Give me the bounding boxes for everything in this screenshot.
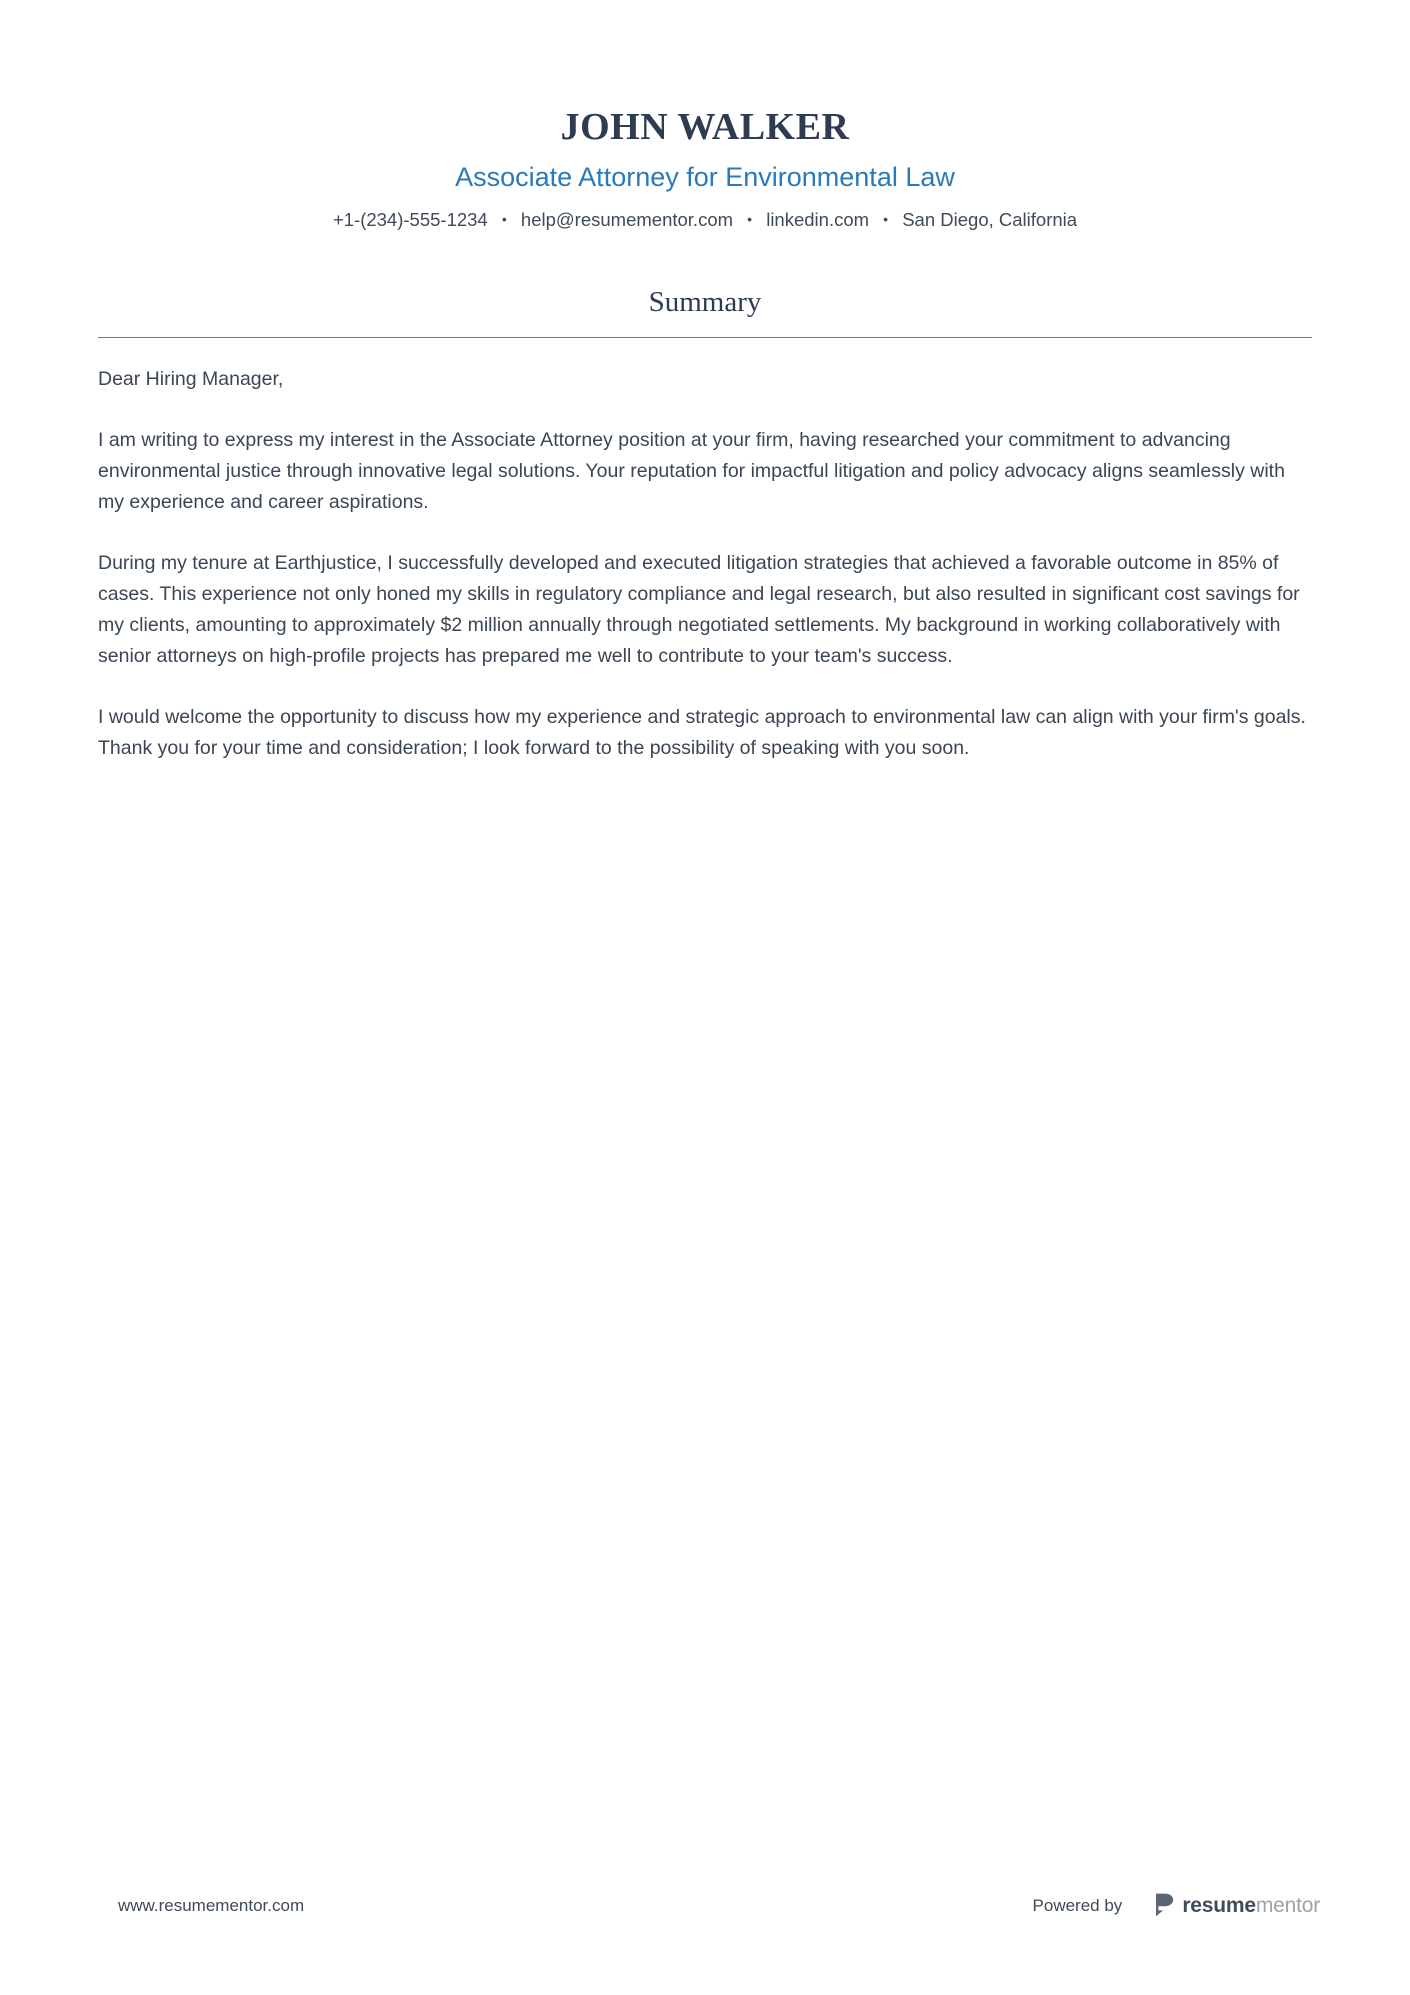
contact-separator-icon: •: [501, 210, 507, 227]
contact-separator-icon: •: [883, 210, 889, 227]
powered-by-label: Powered by: [1032, 1895, 1123, 1915]
contact-phone: +1-(234)-555-1234: [332, 209, 488, 230]
resumementor-wordmark: [1182, 1895, 1320, 1916]
job-title: Associate Attorney for Environmental Law: [455, 162, 955, 192]
logo-light-text: mentor: [1255, 1893, 1320, 1917]
logo-bold-text: resume: [1182, 1893, 1256, 1917]
letter-salutation: Dear Hiring Manager,: [98, 368, 284, 391]
resumementor-logo[interactable]: [1154, 1893, 1320, 1917]
footer-website-url[interactable]: www.resumementor.com: [118, 1895, 305, 1915]
document-header: [0, 0, 1410, 231]
letter-paragraph: During my tenure at Earthjustice, I successfully developed and executed litigation strategies that achieved a favorable outcome in 85% of cases. This experience not only honed my skills in regulatory compliance and legal research, but also resulted in significant cost savings for my clients, amounting to approximately $2 million annually through negotiated settlements. My background in working collaboratively with senior attorneys on high-profile projects has prepared me well to contribute to your team's success.: [98, 552, 1300, 668]
letter-body: [0, 364, 1410, 764]
resumementor-r-mark-icon: [1154, 1893, 1175, 1917]
contact-separator-icon: •: [747, 210, 753, 227]
document-footer: [0, 1893, 1410, 1917]
contact-linkedin[interactable]: linkedin.com: [766, 209, 870, 230]
letter-paragraph: I would welcome the opportunity to discuss how my experience and strategic approach to environmental law can align with your firm's goals. Thank you for your time and consideration; I look forward to the possibility of speaking with you soon.: [98, 706, 1306, 760]
section-divider: [98, 337, 1312, 338]
letter-paragraph: I am writing to express my interest in the Associate Attorney position at your firm, having researched your commitment to advancing environmental justice through innovative legal solutions. Your reputation for impactful litigation and policy advocacy aligns seamlessly with my experience and career aspirations.: [98, 429, 1285, 514]
section-heading-summary: Summary: [648, 286, 762, 319]
contact-email[interactable]: help@resumementor.com: [520, 209, 734, 230]
footer-branding: [1033, 1893, 1320, 1917]
summary-section-header: [0, 287, 1410, 338]
page-title: JOHN WALKER: [560, 106, 850, 148]
contact-location: San Diego, California: [902, 209, 1078, 230]
contact-line: [0, 209, 1410, 231]
